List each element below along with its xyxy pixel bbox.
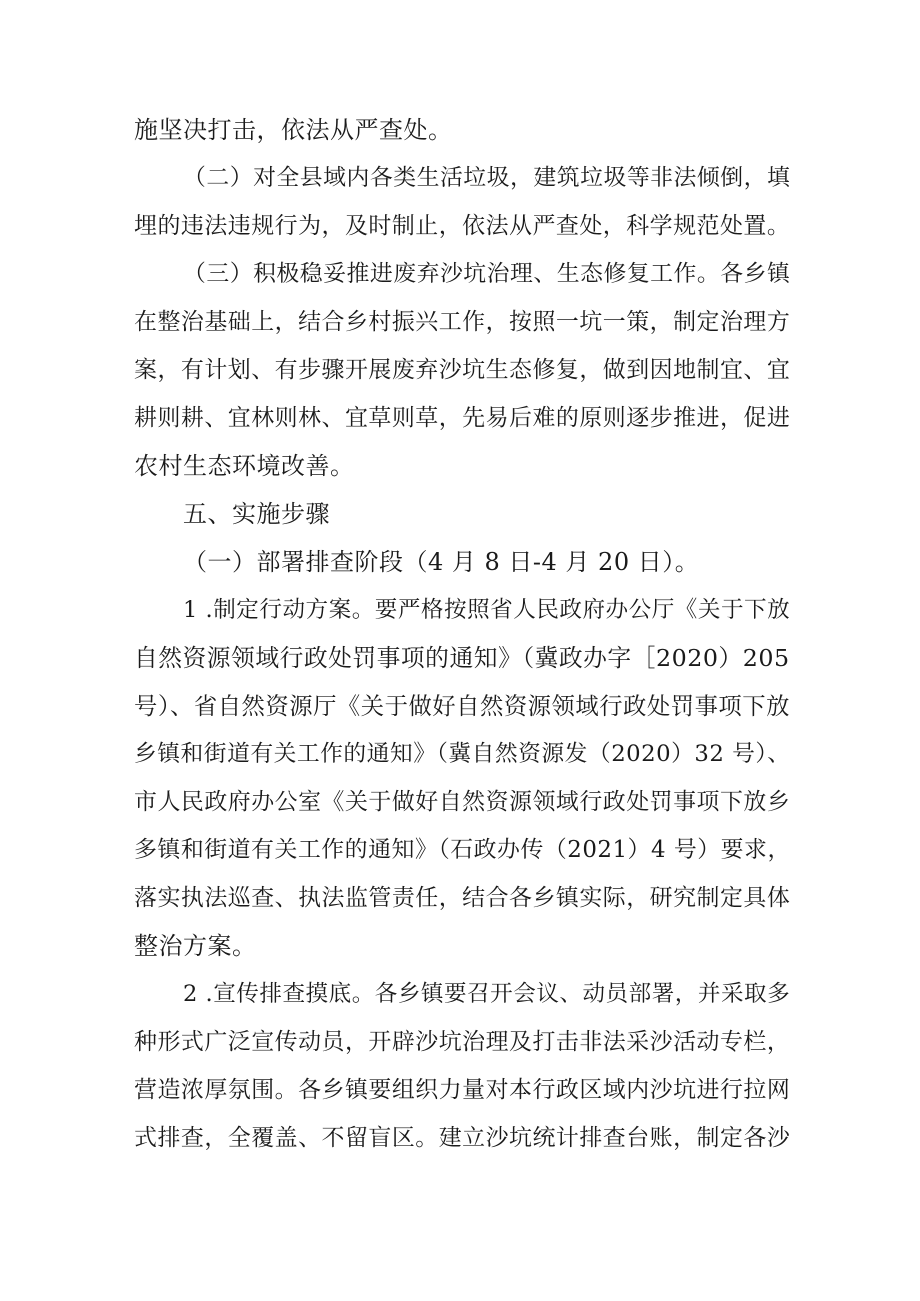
text-line: （二）对全县域内各类生活垃圾，建筑垃圾等非法倾倒，填 [183, 165, 791, 191]
text-line: 案，有计划、有步骤开展废弃沙坑生态修复，做到因地制宜、宜 [134, 357, 791, 383]
text-line: 施坚决打击，依法从严查处。 [134, 116, 453, 144]
text-line: 在整治基础上，结合乡村振兴工作，按照一坑一策，制定治理方 [134, 309, 791, 335]
text-line: 埋的违法违规行为，及时制止，依法从严查处，科学规范处置。 [134, 213, 791, 239]
text-line: 乡镇和街道有关工作的通知》（冀自然资源发（2020）32 号）、 [134, 741, 791, 767]
text-line: 整治方案。 [134, 932, 257, 960]
text-line: 农村生态环境改善。 [134, 452, 355, 480]
text-line: 号）、省自然资源厅《关于做好自然资源领域行政处罚事项下放 [134, 692, 790, 720]
text-line: 落实执法巡查、执法监管责任，结合各乡镇实际，研究制定具体 [134, 885, 791, 911]
text-line: 自然资源领域行政处罚事项的通知》（冀政办字［2020）205 [134, 644, 790, 672]
section-heading: 五、实施步骤 [183, 500, 330, 528]
text-line: 式排查，全覆盖、不留盲区。建立沙坑统计排查台账，制定各沙 [134, 1125, 791, 1151]
text-line: 营造浓厚氛围。各乡镇要组织力量对本行政区域内沙坑进行拉网 [134, 1077, 791, 1103]
subsection-heading: （一）部署排查阶段（4 月 8 日-4 月 20 日）。 [183, 548, 700, 576]
text-line: （三）积极稳妥推进废弃沙坑治理、生态修复工作。各乡镇 [183, 261, 791, 287]
text-line: 2 .宣传排查摸底。各乡镇要召开会议、动员部署，并采取多 [183, 981, 791, 1007]
text-line: 市人民政府办公室《关于做好自然资源领域行政处罚事项下放乡 [134, 789, 791, 815]
text-line: 多镇和街道有关工作的通知》（石政办传（2021）4 号）要求， [134, 837, 791, 863]
text-line: 1 .制定行动方案。要严格按照省人民政府办公厅《关于下放 [183, 597, 791, 623]
text-line: 耕则耕、宜林则林、宜草则草，先易后难的原则逐步推进，促进 [134, 405, 791, 431]
text-line: 种形式广泛宣传动员，开辟沙坑治理及打击非法采沙活动专栏， [134, 1029, 791, 1055]
